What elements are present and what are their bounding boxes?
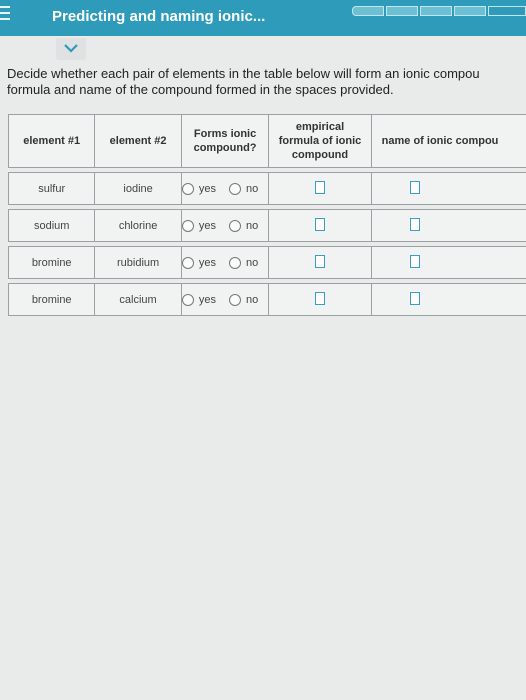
menu-icon[interactable] bbox=[0, 6, 10, 24]
header-forms-ionic bbox=[181, 115, 269, 168]
table-row bbox=[9, 173, 526, 205]
no-label: no bbox=[246, 182, 259, 195]
header-text: empirical bbox=[295, 121, 345, 133]
no-label: no bbox=[246, 293, 259, 306]
no-radio[interactable] bbox=[229, 257, 241, 269]
instructions bbox=[7, 66, 526, 98]
top-bar bbox=[0, 0, 526, 36]
element-1-cell: bromine bbox=[9, 284, 95, 316]
element-1-cell: bromine bbox=[9, 247, 95, 279]
header-text: formula of ionic bbox=[278, 135, 362, 147]
formula-input[interactable] bbox=[315, 218, 325, 231]
formula-input[interactable] bbox=[315, 292, 325, 305]
formula-cell bbox=[269, 173, 371, 205]
no-radio[interactable] bbox=[229, 294, 241, 306]
name-cell bbox=[371, 247, 526, 279]
collapse-toggle[interactable] bbox=[56, 38, 86, 60]
forms-ionic-cell bbox=[181, 284, 269, 316]
element-1-cell: sulfur bbox=[9, 173, 95, 205]
yes-radio[interactable] bbox=[182, 257, 194, 269]
no-radio[interactable] bbox=[229, 183, 241, 195]
yes-label: yes bbox=[198, 219, 216, 232]
name-input[interactable] bbox=[410, 181, 420, 194]
formula-cell bbox=[269, 284, 371, 316]
progress-indicator bbox=[352, 6, 526, 16]
header-text: compound? bbox=[193, 142, 257, 154]
table-row bbox=[9, 284, 526, 316]
table-header-row bbox=[9, 115, 526, 168]
header-text: compound bbox=[291, 149, 349, 161]
element-2-cell: iodine bbox=[95, 173, 181, 205]
table-row bbox=[9, 247, 526, 279]
name-cell bbox=[371, 284, 526, 316]
header-element-2: element #2 bbox=[95, 115, 181, 168]
name-input[interactable] bbox=[410, 255, 420, 268]
yes-radio[interactable] bbox=[182, 294, 194, 306]
assignment-title: Predicting and naming ionic... bbox=[52, 8, 266, 25]
forms-ionic-cell bbox=[181, 173, 269, 205]
header-text: Forms ionic bbox=[193, 128, 257, 140]
element-2-cell: calcium bbox=[95, 284, 181, 316]
elements-table bbox=[8, 114, 526, 316]
instructions-line: Decide whether each pair of elements in the table below will form an ionic compou bbox=[7, 66, 480, 81]
formula-input[interactable] bbox=[315, 181, 325, 194]
formula-input[interactable] bbox=[315, 255, 325, 268]
name-input[interactable] bbox=[410, 218, 420, 231]
no-label: no bbox=[246, 219, 259, 232]
no-label: no bbox=[246, 256, 259, 269]
table-row bbox=[9, 210, 526, 242]
forms-ionic-cell bbox=[181, 210, 269, 242]
element-2-cell: rubidium bbox=[95, 247, 181, 279]
name-cell bbox=[371, 173, 526, 205]
name-cell bbox=[371, 210, 526, 242]
formula-cell bbox=[269, 247, 371, 279]
instructions-line: formula and name of the compound formed in the spaces provided. bbox=[7, 82, 394, 97]
yes-label: yes bbox=[198, 293, 216, 306]
forms-ionic-cell bbox=[181, 247, 269, 279]
formula-cell bbox=[269, 210, 371, 242]
element-2-cell: chlorine bbox=[95, 210, 181, 242]
header-empirical-formula bbox=[269, 115, 371, 168]
name-input[interactable] bbox=[410, 292, 420, 305]
header-compound-name: name of ionic compou bbox=[371, 115, 526, 168]
element-1-cell: sodium bbox=[9, 210, 95, 242]
no-radio[interactable] bbox=[229, 220, 241, 232]
header-element-1: element #1 bbox=[9, 115, 95, 168]
yes-radio[interactable] bbox=[182, 220, 194, 232]
yes-label: yes bbox=[198, 182, 216, 195]
chevron-down-icon bbox=[56, 38, 86, 60]
yes-radio[interactable] bbox=[182, 183, 194, 195]
yes-label: yes bbox=[198, 256, 216, 269]
